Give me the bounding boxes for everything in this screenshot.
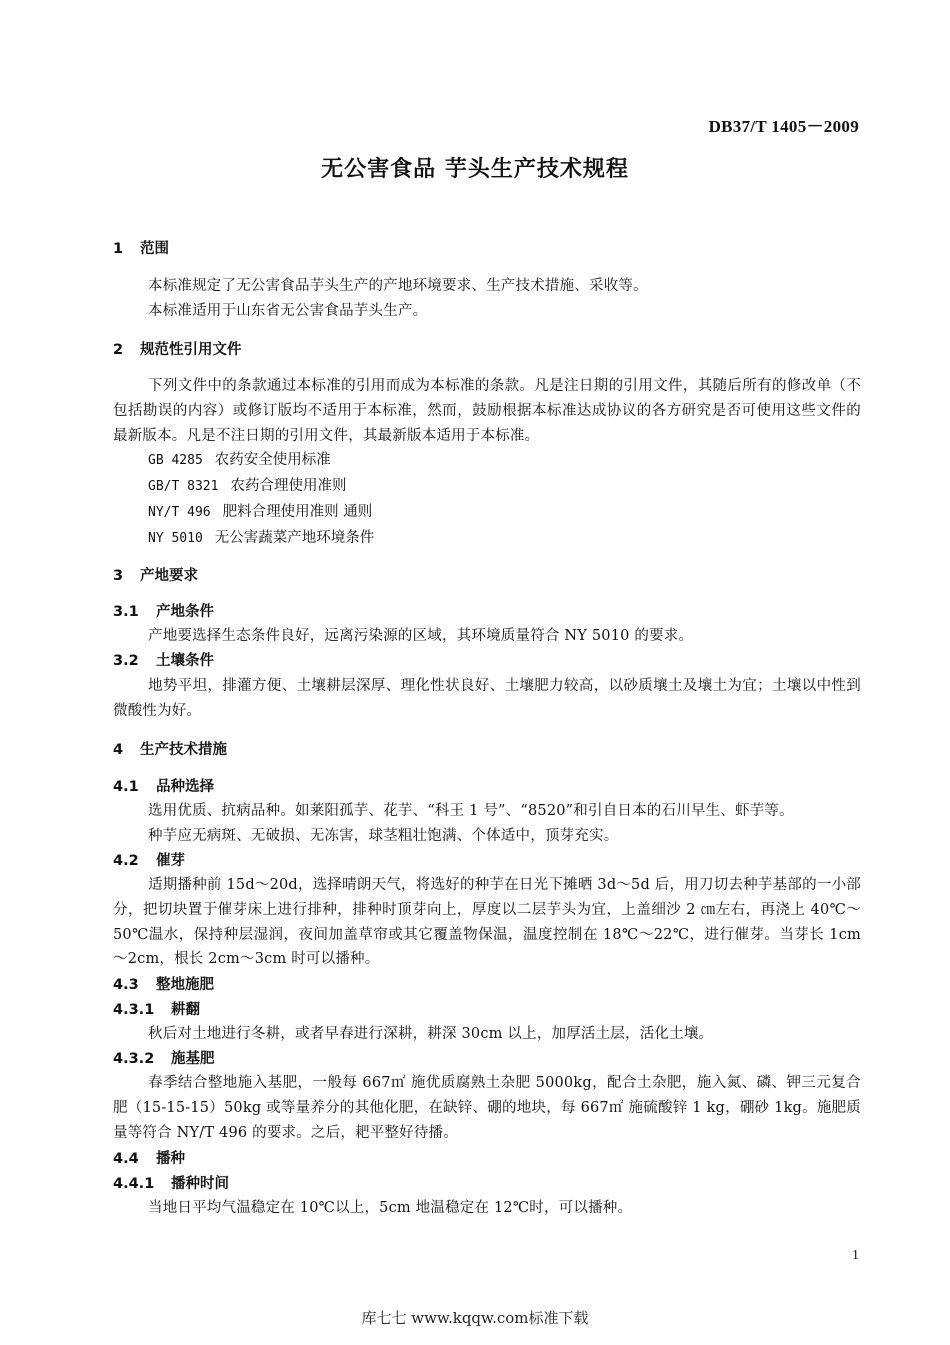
paragraph: 选用优质、抗病品种。如莱阳孤芋、花芋、“科王 1 号”、“8520”和引自日本的石川早生、虾芋等。 <box>148 803 794 819</box>
paragraph: 当地日平均气温稳定在 10℃以上，5cm 地温稳定在 12℃时，可以播种。 <box>148 1200 633 1216</box>
paragraph: 产地要选择生态条件良好，远离污染源的区域，其环境质量符合 NY 5010 的要求。 <box>148 628 694 644</box>
section-title: 催芽 <box>156 853 185 869</box>
section-4-3-1-heading <box>113 998 861 1022</box>
reference-item <box>113 448 861 474</box>
section-number: 4 <box>113 742 124 758</box>
paragraph: 本标准适用于山东省无公害食品芋头生产。 <box>148 302 428 319</box>
paragraph: 秋后对土地进行冬耕，或者早春进行深耕，耕深 30cm 以上，加厚活土层，活化土壤。 <box>148 1026 714 1042</box>
section-2-heading <box>113 338 861 362</box>
section-title: 土壤条件 <box>156 653 214 669</box>
section-number: 4.4 <box>113 1151 139 1167</box>
section-title: 产地条件 <box>156 604 214 620</box>
section-number: 2 <box>113 342 124 358</box>
section-4-4-1-heading <box>113 1172 861 1196</box>
section-4-2-heading <box>113 849 861 873</box>
section-number: 4.3.1 <box>113 1002 155 1018</box>
section-4-3-1-body <box>113 1022 861 1047</box>
reference-code: NY/T 496 <box>148 504 211 520</box>
section-title: 播种 <box>156 1151 185 1167</box>
reference-item <box>113 526 861 552</box>
section-title: 产地要求 <box>140 568 198 584</box>
section-2-body <box>113 374 861 552</box>
section-number: 4.1 <box>113 779 139 795</box>
paragraph: 种芋应无病斑、无破损、无冻害，球茎粗壮饱满、个体适中，顶芽充实。 <box>148 827 619 844</box>
document-code: DB37/T 1405－2009 <box>708 117 859 136</box>
section-4-3-heading <box>113 973 861 997</box>
section-title: 播种时间 <box>171 1176 229 1192</box>
section-number: 3 <box>113 568 124 584</box>
document-title: 无公害食品 芋头生产技术规程 <box>321 157 629 182</box>
section-4-1-body <box>113 799 861 849</box>
section-3-1-heading <box>113 600 861 624</box>
section-title: 耕翻 <box>171 1002 200 1018</box>
section-title: 施基肥 <box>171 1051 215 1067</box>
section-4-2-body <box>113 873 861 972</box>
section-number: 4.4.1 <box>113 1176 155 1192</box>
reference-title: 农药合理使用准则 <box>230 478 347 495</box>
reference-title: 肥料合理使用准则 通则 <box>222 503 373 520</box>
section-title: 规范性引用文件 <box>140 342 242 358</box>
paragraph: 本标准规定了无公害食品芋头生产的产地环境要求、生产技术措施、采收等。 <box>148 278 648 294</box>
section-4-1-heading <box>113 775 861 799</box>
page-number: 1 <box>852 1248 859 1263</box>
section-number: 4.3.2 <box>113 1051 155 1067</box>
section-number: 4.3 <box>113 977 139 993</box>
section-number: 3.1 <box>113 604 139 620</box>
section-4-4-heading <box>113 1147 861 1171</box>
section-3-2-body <box>113 674 861 724</box>
section-title: 范围 <box>140 241 169 257</box>
reference-code: GB/T 8321 <box>148 479 219 495</box>
reference-code: NY 5010 <box>148 530 203 546</box>
section-4-3-2-heading <box>113 1047 861 1071</box>
section-title: 品种选择 <box>156 779 214 795</box>
paragraph: 适期播种前 15d～20d，选择晴朗天气，将选好的种芋在日光下摊晒 3d～5d 后，用刀切去种芋基部的一小部分，把切块置于催芽床上进行排种，排种时顶芽向上，厚度以二层芋头为宜，上盖细沙 2 ㎝左右，再浇上 40℃～50℃温水，保持种层湿润，夜间加盖草帘或其它覆盖物保温，温度控制在 18℃～22℃，进行催芽。当芽长 1cm～2cm，根长 2cm～3cm 时可以播种。 <box>113 877 861 968</box>
reference-code: GB 4285 <box>148 453 203 469</box>
section-title: 整地施肥 <box>156 977 214 993</box>
section-title: 生产技术措施 <box>140 742 227 758</box>
reference-title: 无公害蔬菜产地环境条件 <box>214 529 375 546</box>
paragraph: 地势平坦，排灌方便、土壤耕层深厚、理化性状良好、土壤肥力较高，以砂质壤土及壤土为宜；土壤以中性到微酸性为好。 <box>113 678 861 719</box>
footer-watermark: 库七七 www.kqqw.com标准下载 <box>361 1309 589 1327</box>
section-3-2-heading <box>113 649 861 673</box>
paragraph: 春季结合整地施入基肥，一般每 667㎡ 施优质腐熟土杂肥 5000kg，配合土杂肥，施入氮、磷、钾三元复合肥（15-15-15）50kg 或等量养分的其他化肥，在缺锌、硼的地块，每 667㎡ 施硫酸锌 1 kg，硼砂 1kg。施肥质量等符合 NY/T 496 的要求。之后，耙平整好待播。 <box>113 1075 861 1141</box>
reference-item <box>113 474 861 500</box>
reference-title: 农药安全使用标准 <box>214 452 331 469</box>
section-1-heading <box>113 237 861 261</box>
section-3-1-body <box>113 624 861 649</box>
section-number: 1 <box>113 241 124 257</box>
section-1-body <box>113 274 861 324</box>
section-number: 3.2 <box>113 653 139 669</box>
paragraph: 下列文件中的条款通过本标准的引用而成为本标准的条款。凡是注日期的引用文件，其随后所有的修改单（不包括勘误的内容）或修订版均不适用于本标准，然而，鼓励根据本标准达成协议的各方研究是否可使用这些文件的最新版本。凡是不注日期的引用文件，其最新版本适用于本标准。 <box>113 378 861 444</box>
section-4-heading <box>113 738 861 762</box>
reference-item <box>113 500 861 526</box>
section-4-4-1-body <box>113 1196 861 1221</box>
section-4-3-2-body <box>113 1071 861 1145</box>
section-number: 4.2 <box>113 853 139 869</box>
section-3-heading <box>113 564 861 588</box>
